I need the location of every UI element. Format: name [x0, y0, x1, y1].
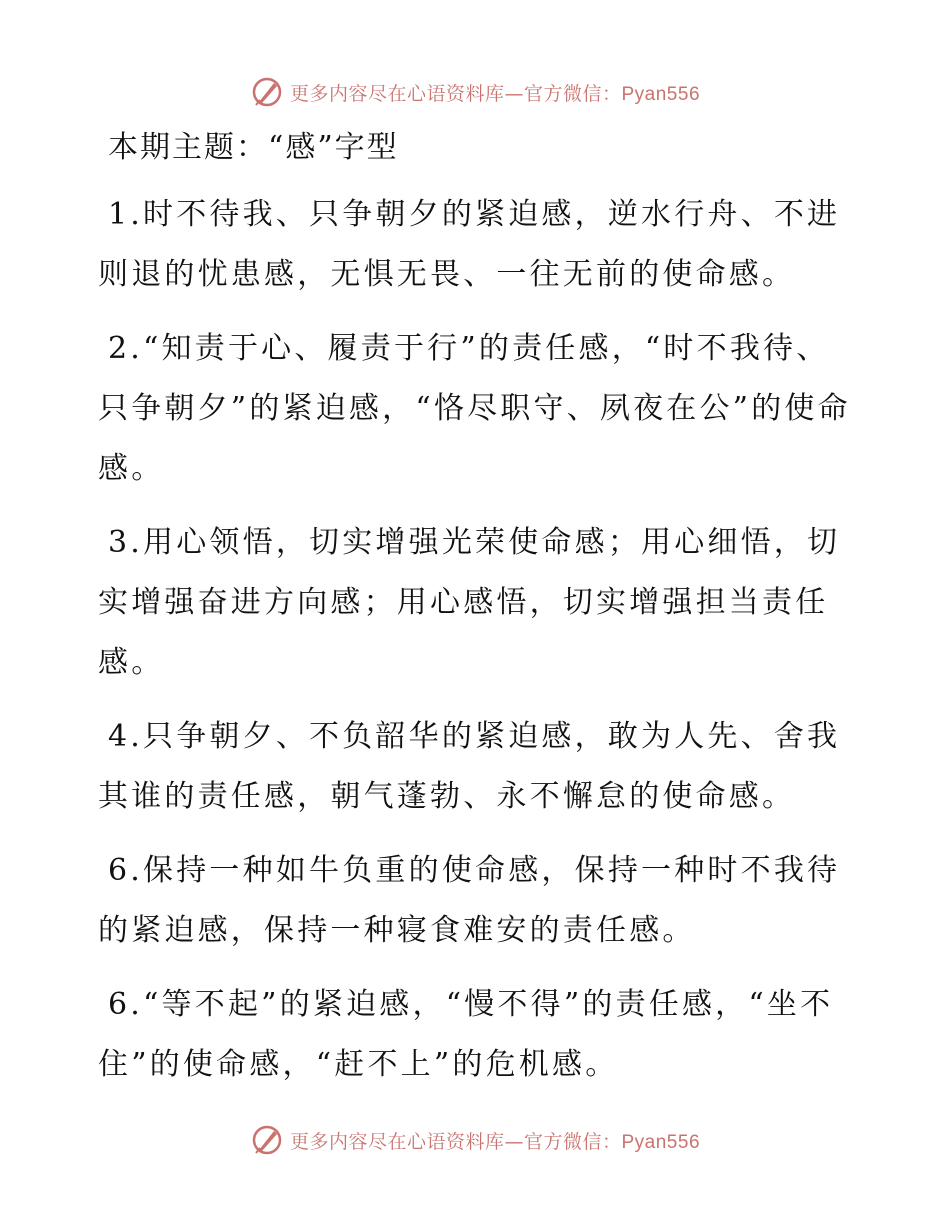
- list-item: 2.“知责于心、履责于行”的责任感，“时不我待、只争朝夕”的紧迫感，“恪尽职守、夙夜在公”的使命感。: [98, 331, 851, 486]
- watermark-text: 更多内容尽在心语资料库—官方微信：Pyan556: [289, 1130, 701, 1153]
- page-title: 本期主题：“感”字型: [108, 130, 399, 165]
- quill-pen-logo-icon: [250, 75, 284, 109]
- quill-pen-logo-icon: [250, 1123, 284, 1157]
- list-item: 3.用心领悟，切实增强光荣使命感；用心细悟，切实增强奋进方向感；用心感悟，切实增强担当责任感。: [98, 525, 841, 680]
- phrase-list: [98, 185, 858, 1109]
- list-item: 4.只争朝夕、不负韶华的紧迫感，敢为人先、舍我其谁的责任感，朝气蓬勃、永不懈怠的使命感。: [98, 719, 841, 814]
- header-watermark: [0, 72, 950, 112]
- list-item: 6.保持一种如牛负重的使命感，保持一种时不我待的紧迫感，保持一种寝食难安的责任感。: [98, 853, 841, 948]
- watermark-text: 更多内容尽在心语资料库—官方微信：Pyan556: [289, 82, 701, 105]
- list-item: 1.时不待我、只争朝夕的紧迫感，逆水行舟、不进则退的忧患感，无惧无畏、一往无前的使命感。: [98, 197, 841, 292]
- footer-watermark: [0, 1120, 950, 1160]
- list-item: 6.“等不起”的紧迫感，“慢不得”的责任感，“坐不住”的使命感，“赶不上”的危机感。: [98, 987, 834, 1082]
